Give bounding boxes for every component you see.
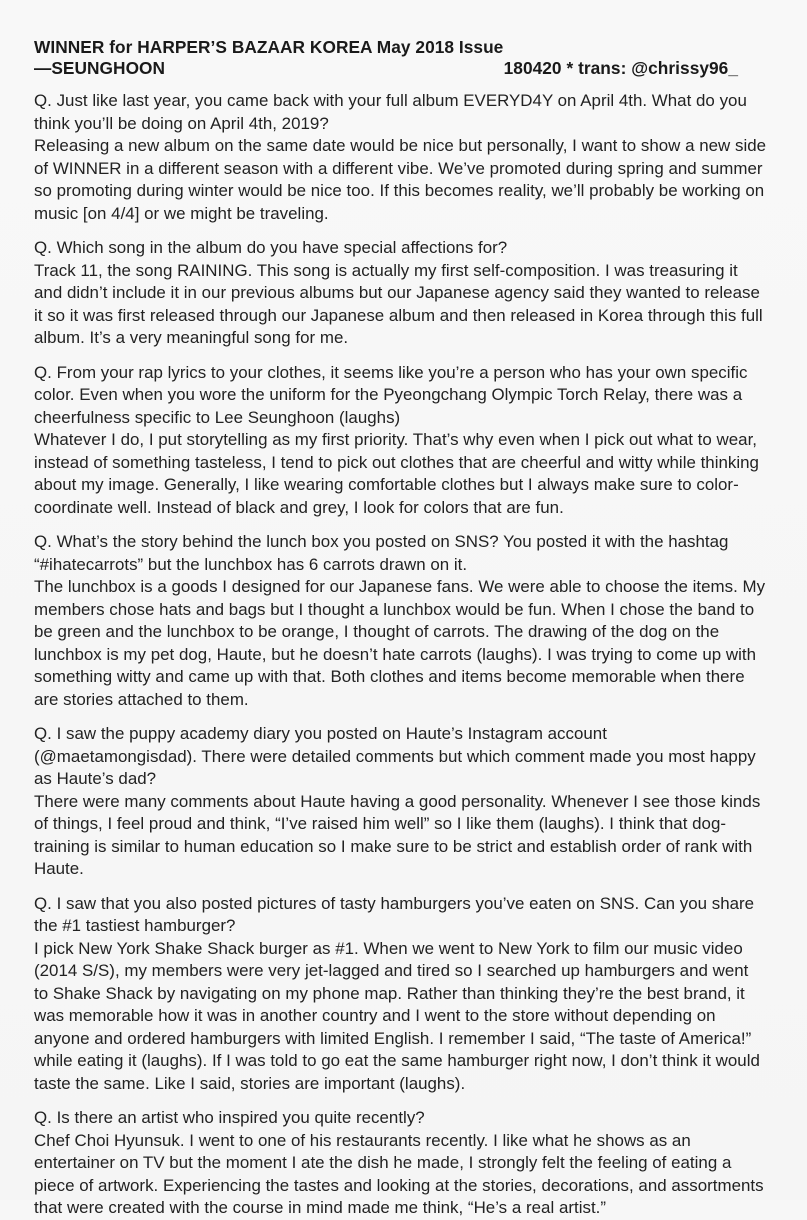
question-1: Q. Just like last year, you came back with your full album EVERYD4Y on April 4th. What do you think you’ll be doing on April 4th, 2019? — [34, 91, 747, 133]
qa-block-7 — [34, 1107, 767, 1220]
answer-4: The lunchbox is a goods I designed for our Japanese fans. We were able to choose the items. My members chose hats and bags but I thought a lunchbox would be fun. When I chose the band to be green and the lunchbox to be orange, I thought of carrots. The drawing of the dog on the lunchbox is my pet dog, Haute, but he doesn’t hate carrots (laughs). I was trying to come up with something witty and came up with that. Both clothes and items become memorable when there are stories attached to them. — [34, 577, 766, 709]
answer-6: I pick New York Shake Shack burger as #1. When we went to New York to film our music video (2014 S/S), my members were very jet-lagged and tired so I searched up hamburgers and went to Shake Shack by navigating on my phone map. Rather than thinking they’re the best brand, it was memorable how it was in another country and I went to the store without depending on anyone and ordered hamburgers with limited English. I remember I said, “The taste of America!” while eating it (laughs). If I was told to go eat the same hamburger right now, I don’t think it would taste the same. Like I said, stories are important (laughs). — [34, 938, 760, 1093]
answer-1: Releasing a new album on the same date would be nice but personally, I want to show a new side of WINNER in a different season with a different vibe. We’ve promoted during spring and summer so promoting during winter would be nice too. If this becomes reality, we’ll probably be working on music [on 4/4] or we might be traveling. — [34, 136, 767, 223]
header-title-line — [34, 37, 767, 58]
header-subtitle-line — [34, 58, 767, 79]
translation-credit: 180420 * trans: @chrissy96_ — [503, 58, 738, 78]
question-2: Q. Which song in the album do you have special affections for? — [34, 238, 508, 257]
article-header — [34, 37, 767, 79]
answer-7: Chef Choi Hyunsuk. I went to one of his restaurants recently. I like what he shows as an entertainer on TV but the moment I ate the dish he made, I strongly felt the feeling of eating a piece of artwork. Experiencing the tastes and looking at the stories, decorations, and assortments that were created with the course in mind made me think, “He’s a real artist.” — [34, 1130, 764, 1217]
question-3: Q. From your rap lyrics to your clothes, it seems like you’re a person who has your own specific color. Even when you wore the uniform for the Pyeongchang Olympic Torch Relay, there was a cheerfulness specific to Lee Seunghoon (laughs) — [34, 362, 748, 427]
qa-block-4 — [34, 531, 767, 711]
answer-5: There were many comments about Haute having a good personality. Whenever I see those kinds of things, I feel proud and think, “I’ve raised him well” so I like them (laughs). I think that dog-training is similar to human education so I make sure to be strict and establish order of rank with Haute. — [34, 791, 761, 878]
question-5: Q. I saw the puppy academy diary you posted on Haute’s Instagram account (@maetamongisdad). There were detailed comments but which comment made you most happy as Haute’s dad? — [34, 724, 756, 788]
qa-block-5 — [34, 723, 767, 881]
qa-block-2 — [34, 237, 767, 350]
answer-3: Whatever I do, I put storytelling as my first priority. That’s why even when I pick out what to wear, instead of something tasteless, I tend to pick out clothes that are cheerful and witty while thinking about my image. Generally, I like wearing comfortable clothes but I always make sure to color-coordinate well. Instead of black and grey, I look for colors that are fun. — [34, 430, 759, 517]
question-6: Q. I saw that you also posted pictures of tasty hamburgers you’ve eaten on SNS. Can you share the #1 tastiest hamburger? — [34, 893, 755, 935]
qa-block-1 — [34, 90, 767, 225]
qa-block-3 — [34, 362, 767, 520]
interview-subject: —SEUNGHOON — [34, 58, 166, 78]
qa-block-6 — [34, 893, 767, 1096]
question-4: Q. What’s the story behind the lunch box you posted on SNS? You posted it with the hashtag “#ihatecarrots” but the lunchbox has 6 carrots drawn on it. — [34, 532, 729, 574]
answer-2: Track 11, the song RAINING. This song is actually my first self-composition. I was treasuring it and didn’t include it in our previous albums but our Japanese agency said they wanted to release it so it was first released through our Japanese album and then released in Korea through this full album. It’s a very meaningful song for me. — [34, 260, 763, 347]
article-title: WINNER for HARPER’S BAZAAR KOREA May 2018 Issue — [34, 37, 504, 57]
question-7: Q. Is there an artist who inspired you quite recently? — [34, 1108, 425, 1127]
